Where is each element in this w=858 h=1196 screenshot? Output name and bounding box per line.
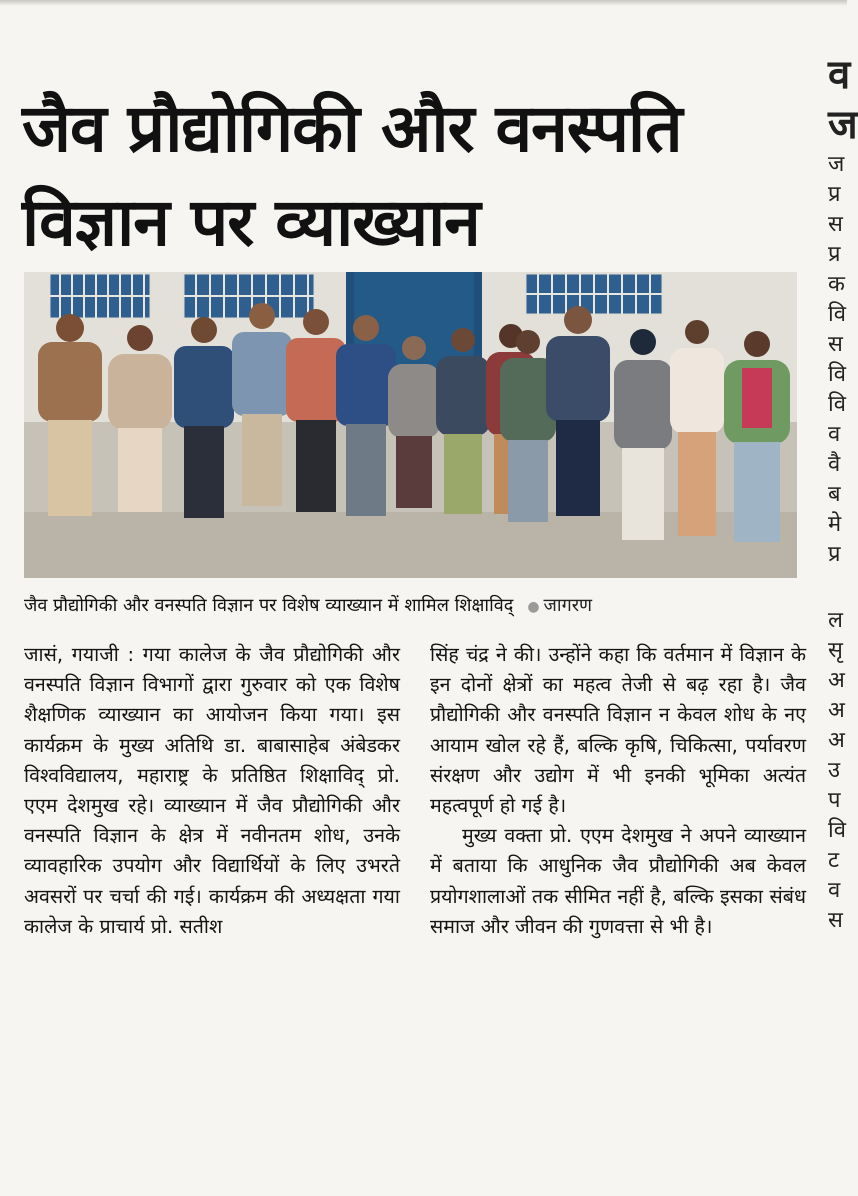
- credit-dot-icon: ●: [527, 599, 540, 615]
- adjacent-line-fragment: वि: [828, 818, 846, 843]
- group-photo-illustration: [24, 272, 797, 578]
- adjacent-line-fragment: स: [828, 212, 843, 237]
- adjacent-line-fragment: मे: [828, 512, 842, 537]
- article-paragraph: मुख्य वक्ता प्रो. एएम देशमुख ने अपने व्याख्यान में बताया कि आधुनिक जैव प्रौद्योगिकी अब केवल प्रयोगशालाओं तक सीमित नहीं है, बल्कि इसका संबंध समाज और जीवन की गुणवत्ता से भी है।: [430, 824, 806, 938]
- adjacent-line-fragment: ल: [828, 608, 843, 633]
- adjacent-heading-fragment: व: [828, 52, 851, 98]
- article-column-2: [430, 640, 806, 942]
- adjacent-line-fragment: प्र: [828, 242, 841, 267]
- adjacent-line-fragment: उ: [828, 758, 841, 783]
- adjacent-line-fragment: अ: [828, 698, 845, 723]
- adjacent-line-fragment: वि: [828, 362, 846, 387]
- adjacent-line-fragment: अ: [828, 728, 845, 753]
- adjacent-line-fragment: अ: [828, 668, 845, 693]
- article-paragraph: जासं, गयाजी : गया कालेज के जैव प्रौद्योगिकी और वनस्पति विज्ञान विभागों द्वारा गुरुवार को एक विशेष शैक्षणिक व्याख्यान का आयोजन किया गया। इस कार्यक्रम के मुख्य अतिथि डा. बाबासाहेब अंबेडकर विश्वविद्यालय, महाराष्ट्र के प्रतिष्ठित शिक्षाविद् प्रो. एएम देशमुख रहे। व्याख्यान में जैव प्रौद्योगिकी और वनस्पति विज्ञान के क्षेत्र में नवीनतम शोध, उनके व्यावहारिक उपयोग और विद्यार्थियों के लिए उभरते अवसरों पर चर्चा की गई। कार्यक्रम की अध्यक्षता गया कालेज के प्राचार्य प्रो. सतीश: [24, 643, 400, 938]
- adjacent-line-fragment: प्र: [828, 542, 841, 567]
- adjacent-line-fragment: वै: [828, 452, 841, 477]
- adjacent-line-fragment: वि: [828, 302, 846, 327]
- adjacent-heading-fragment: ज: [828, 102, 858, 148]
- adjacent-line-fragment: ज: [828, 152, 845, 177]
- adjacent-line-fragment: स: [828, 908, 843, 933]
- photo-caption: [24, 594, 799, 619]
- article-headline: [22, 82, 797, 270]
- adjacent-line-fragment: प्र: [828, 182, 841, 207]
- adjacent-line-fragment: क: [828, 272, 845, 297]
- group-photo: [24, 272, 797, 578]
- adjacent-line-fragment: सृ: [828, 638, 843, 663]
- adjacent-line-fragment: स: [828, 332, 843, 357]
- caption-text: जैव प्रौद्योगिकी और वनस्पति विज्ञान पर विशेष व्याख्यान में शामिल शिक्षाविद्: [24, 595, 514, 616]
- adjacent-line-fragment: ब: [828, 482, 841, 507]
- adjacent-line-fragment: वि: [828, 392, 846, 417]
- article-column-1: [24, 640, 400, 942]
- adjacent-line-fragment: प: [828, 788, 841, 813]
- adjacent-line-fragment: व: [828, 422, 841, 447]
- headline-line-2: विज्ञान पर व्याख्यान: [22, 184, 480, 262]
- adjacent-article-fragment: [828, 50, 858, 936]
- adjacent-paragraph-gap: [828, 570, 858, 606]
- adjacent-line-fragment: ट: [828, 848, 840, 873]
- article-paragraph: सिंह चंद्र ने की। उन्होंने कहा कि वर्तमान में विज्ञान के इन दोनों क्षेत्रों का महत्व तेजी से बढ़ रहा है। जैव प्रौद्योगिकी और वनस्पति विज्ञान न केवल शोध के नए आयाम खोल रहे हैं, बल्कि कृषि, चिकित्सा, पर्यावरण संरक्षण और उद्योग में भी इनकी भूमिका अत्यंत महत्वपूर्ण हो गई है।: [430, 643, 806, 818]
- adjacent-line-fragment: व: [828, 878, 841, 903]
- photo-credit: जागरण: [543, 595, 593, 616]
- headline-line-1: जैव प्रौद्योगिकी और वनस्पति: [22, 90, 682, 168]
- page-top-edge: [0, 0, 847, 6]
